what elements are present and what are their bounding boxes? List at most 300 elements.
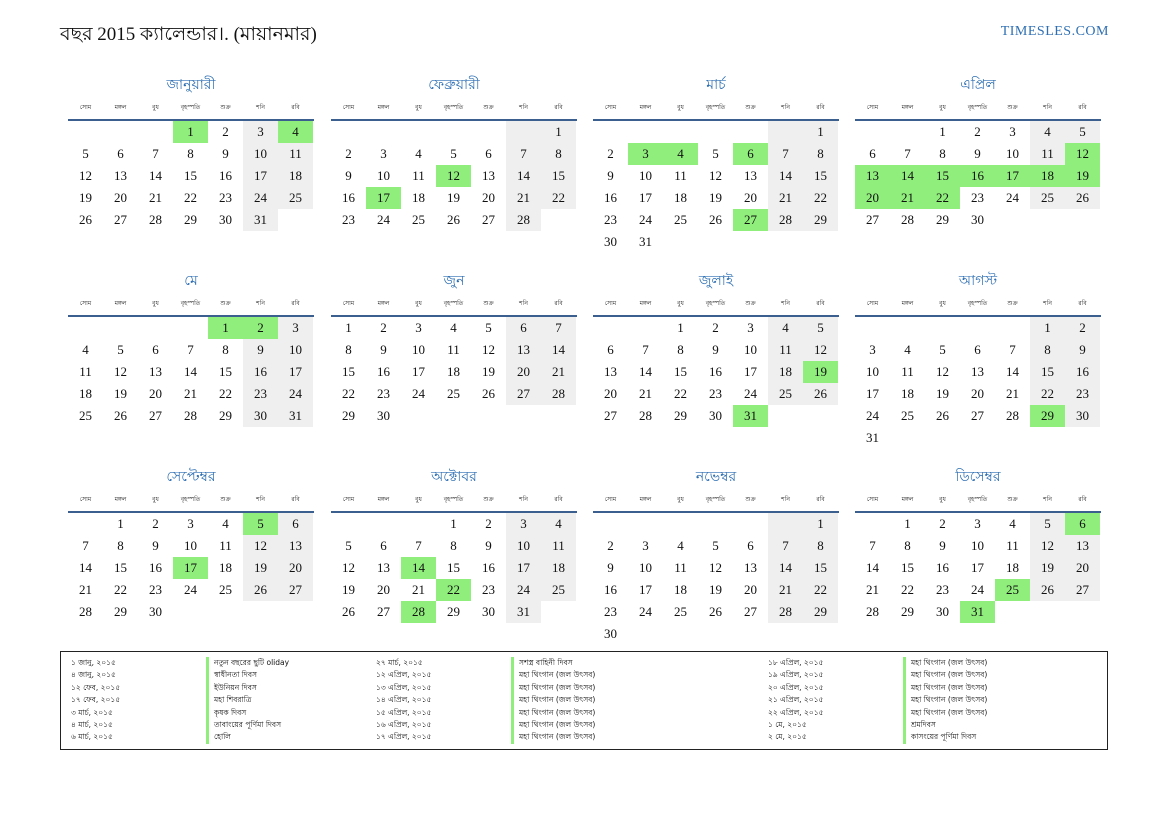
day-cell: 5 bbox=[243, 513, 278, 535]
weekday-label: মঙ্গল bbox=[114, 496, 127, 503]
day-cell: 30 bbox=[971, 212, 984, 227]
holiday-date: ১৭ এপ্রিল, ২০১৫ bbox=[376, 732, 432, 742]
weekday-label: রবি bbox=[1078, 104, 1087, 111]
empty-cell bbox=[401, 513, 436, 535]
day-cell: 18 bbox=[674, 582, 687, 597]
empty-cell bbox=[366, 121, 401, 143]
day-cell: 13 bbox=[971, 364, 984, 379]
day-cell: 13 bbox=[114, 168, 127, 183]
empty-cell bbox=[925, 427, 960, 449]
day-cell: 18 bbox=[1006, 560, 1019, 575]
day-cell: 19 bbox=[79, 190, 92, 205]
day-cell: 4 bbox=[450, 320, 457, 335]
day-cell: 14 bbox=[890, 165, 925, 187]
day-cell: 14 bbox=[506, 165, 541, 187]
day-cell: 5 bbox=[939, 342, 946, 357]
day-cell: 27 bbox=[482, 212, 495, 227]
day-cell: 1 bbox=[117, 516, 124, 531]
day-cell: 15 bbox=[901, 560, 914, 575]
day-cell: 5 bbox=[485, 320, 492, 335]
weekday-label: শুক্র bbox=[745, 300, 756, 307]
weekday-label: শুক্র bbox=[1007, 104, 1018, 111]
holiday-name: তাবাংয়ের পূর্ণিমা দিবস bbox=[206, 719, 534, 731]
month-calendar bbox=[593, 271, 839, 427]
weekday-label: সোম bbox=[342, 300, 355, 307]
day-cell: 2 bbox=[485, 516, 492, 531]
weekday-label: সোম bbox=[604, 104, 617, 111]
brand-link[interactable]: TIMESLES.COM bbox=[1000, 24, 1109, 39]
weekday-label: বুধ bbox=[677, 300, 684, 307]
day-cell: 21 bbox=[866, 582, 879, 597]
month-calendar bbox=[593, 75, 839, 253]
day-cell: 5 bbox=[450, 146, 457, 161]
day-cell: 3 bbox=[506, 513, 541, 535]
day-cell: 23 bbox=[482, 582, 495, 597]
holiday-name: মহা থিংগান (জল উৎসব) bbox=[511, 682, 839, 694]
day-cell: 9 bbox=[939, 538, 946, 553]
day-cell: 30 bbox=[1065, 405, 1100, 427]
empty-cell bbox=[471, 121, 506, 143]
day-cell: 31 bbox=[866, 430, 879, 445]
day-cell: 4 bbox=[768, 317, 803, 339]
day-cell: 2 bbox=[222, 124, 229, 139]
day-cell: 26 bbox=[114, 408, 127, 423]
day-cell: 13 bbox=[377, 560, 390, 575]
day-cell: 26 bbox=[447, 212, 460, 227]
holiday-name: মহা থিংগান (জল উৎসব) bbox=[903, 657, 1169, 669]
day-cell: 12 bbox=[79, 168, 92, 183]
holiday-row bbox=[758, 719, 1169, 731]
month-calendar bbox=[855, 467, 1101, 623]
day-cell: 17 bbox=[366, 187, 401, 209]
empty-cell bbox=[960, 427, 995, 449]
day-cell: 3 bbox=[1009, 124, 1016, 139]
month-calendar bbox=[855, 75, 1101, 231]
month-title: মার্চ bbox=[706, 77, 726, 93]
holiday-name: ইউনিয়ন দিবস bbox=[206, 682, 534, 694]
holiday-date: ২৭ মার্চ, ২০১৫ bbox=[376, 658, 423, 667]
empty-cell bbox=[593, 317, 628, 339]
day-cell: 7 bbox=[541, 317, 576, 339]
day-cell: 4 bbox=[222, 516, 229, 531]
holiday-name: মহা থিংগান (জল উৎসব) bbox=[903, 707, 1169, 719]
weekday-label: সোম bbox=[866, 496, 879, 503]
days-grid bbox=[593, 513, 839, 645]
weekday-label: শুক্র bbox=[220, 104, 231, 111]
day-cell: 12 bbox=[709, 560, 722, 575]
day-cell: 4 bbox=[663, 143, 698, 165]
day-cell: 12 bbox=[243, 535, 278, 557]
weekday-header bbox=[68, 295, 314, 317]
empty-cell bbox=[663, 623, 698, 645]
day-cell: 17 bbox=[744, 364, 757, 379]
day-cell: 20 bbox=[855, 187, 890, 209]
day-cell: 31 bbox=[639, 234, 652, 249]
day-cell: 28 bbox=[401, 601, 436, 623]
month-calendar bbox=[68, 271, 314, 427]
day-cell: 13 bbox=[482, 168, 495, 183]
day-cell: 8 bbox=[117, 538, 124, 553]
empty-cell bbox=[68, 317, 103, 339]
day-cell: 8 bbox=[803, 535, 838, 557]
days-grid bbox=[855, 317, 1101, 449]
day-cell: 30 bbox=[482, 604, 495, 619]
day-cell: 14 bbox=[639, 364, 652, 379]
day-cell: 2 bbox=[939, 516, 946, 531]
day-cell: 22 bbox=[803, 187, 838, 209]
day-cell: 5 bbox=[712, 538, 719, 553]
day-cell: 26 bbox=[342, 604, 355, 619]
day-cell: 10 bbox=[639, 168, 652, 183]
day-cell: 4 bbox=[82, 342, 89, 357]
day-cell: 11 bbox=[541, 535, 576, 557]
empty-cell bbox=[925, 317, 960, 339]
empty-cell bbox=[471, 405, 506, 427]
day-cell: 14 bbox=[184, 364, 197, 379]
day-cell: 21 bbox=[506, 187, 541, 209]
empty-cell bbox=[1065, 427, 1100, 449]
holiday-row bbox=[758, 657, 1169, 669]
day-cell: 22 bbox=[674, 386, 687, 401]
day-cell: 23 bbox=[243, 383, 278, 405]
weekday-label: বুধ bbox=[415, 104, 422, 111]
day-cell: 26 bbox=[709, 604, 722, 619]
weekday-label: রবি bbox=[554, 300, 563, 307]
day-cell: 25 bbox=[79, 408, 92, 423]
day-cell: 4 bbox=[677, 538, 684, 553]
weekday-label: রবি bbox=[1078, 300, 1087, 307]
day-cell: 18 bbox=[1030, 165, 1065, 187]
day-cell: 26 bbox=[1065, 187, 1100, 209]
weekday-label: সোম bbox=[604, 300, 617, 307]
day-cell: 20 bbox=[744, 582, 757, 597]
day-cell: 22 bbox=[219, 386, 232, 401]
day-cell: 16 bbox=[604, 190, 617, 205]
day-cell: 18 bbox=[412, 190, 425, 205]
day-cell: 26 bbox=[936, 408, 949, 423]
day-cell: 6 bbox=[117, 146, 124, 161]
day-cell: 31 bbox=[733, 405, 768, 427]
day-cell: 3 bbox=[278, 317, 313, 339]
weekday-label: মঙ্গল bbox=[901, 496, 914, 503]
day-cell: 23 bbox=[971, 190, 984, 205]
day-cell: 27 bbox=[278, 579, 313, 601]
day-cell: 14 bbox=[149, 168, 162, 183]
empty-cell bbox=[768, 513, 803, 535]
day-cell: 7 bbox=[1009, 342, 1016, 357]
day-cell: 6 bbox=[733, 143, 768, 165]
day-cell: 19 bbox=[803, 361, 838, 383]
day-cell: 30 bbox=[377, 408, 390, 423]
day-cell: 16 bbox=[960, 165, 995, 187]
holiday-date: ১৮ এপ্রিল, ২০১৫ bbox=[768, 658, 824, 667]
day-cell: 30 bbox=[936, 604, 949, 619]
days-grid bbox=[331, 317, 577, 427]
day-cell: 2 bbox=[380, 320, 387, 335]
day-cell: 19 bbox=[243, 557, 278, 579]
day-cell: 5 bbox=[82, 146, 89, 161]
day-cell: 16 bbox=[342, 190, 355, 205]
day-cell: 22 bbox=[114, 582, 127, 597]
day-cell: 2 bbox=[243, 317, 278, 339]
day-cell: 2 bbox=[607, 146, 614, 161]
empty-cell bbox=[278, 209, 313, 231]
day-cell: 25 bbox=[278, 187, 313, 209]
day-cell: 6 bbox=[152, 342, 159, 357]
month-title: অক্টোবর bbox=[431, 469, 477, 485]
weekday-label: শনি bbox=[1043, 300, 1052, 307]
day-cell: 21 bbox=[1006, 386, 1019, 401]
day-cell: 6 bbox=[974, 342, 981, 357]
day-cell: 29 bbox=[342, 408, 355, 423]
empty-cell bbox=[628, 121, 663, 143]
day-cell: 28 bbox=[639, 408, 652, 423]
day-cell: 15 bbox=[674, 364, 687, 379]
weekday-label: রবি bbox=[291, 300, 300, 307]
holiday-date: ১৪ এপ্রিল, ২০১৫ bbox=[376, 695, 432, 705]
day-cell: 30 bbox=[243, 405, 278, 427]
holiday-name: মহা থিংগান (জল উৎসব) bbox=[903, 669, 1169, 681]
empty-cell bbox=[768, 623, 803, 645]
day-cell: 9 bbox=[607, 560, 614, 575]
day-cell: 24 bbox=[412, 386, 425, 401]
empty-cell bbox=[628, 623, 663, 645]
weekday-label: রবি bbox=[291, 104, 300, 111]
day-cell: 6 bbox=[506, 317, 541, 339]
day-cell: 18 bbox=[901, 386, 914, 401]
weekday-label: শুক্র bbox=[483, 300, 494, 307]
day-cell: 14 bbox=[866, 560, 879, 575]
day-cell: 9 bbox=[712, 342, 719, 357]
empty-cell bbox=[103, 317, 138, 339]
day-cell: 25 bbox=[995, 579, 1030, 601]
weekday-label: রবি bbox=[816, 104, 825, 111]
weekday-label: শুক্র bbox=[745, 496, 756, 503]
empty-cell bbox=[890, 427, 925, 449]
day-cell: 23 bbox=[604, 604, 617, 619]
day-cell: 3 bbox=[974, 516, 981, 531]
weekday-label: বৃহস্পতি bbox=[705, 496, 726, 503]
day-cell: 23 bbox=[149, 582, 162, 597]
day-cell: 28 bbox=[1006, 408, 1019, 423]
day-cell: 29 bbox=[184, 212, 197, 227]
day-cell: 25 bbox=[674, 212, 687, 227]
day-cell: 15 bbox=[925, 165, 960, 187]
weekday-label: মঙ্গল bbox=[377, 104, 390, 111]
day-cell: 9 bbox=[152, 538, 159, 553]
day-cell: 28 bbox=[866, 604, 879, 619]
day-cell: 23 bbox=[936, 582, 949, 597]
day-cell: 16 bbox=[604, 582, 617, 597]
empty-cell bbox=[103, 121, 138, 143]
holiday-date: ১ জানু, ২০১৫ bbox=[71, 658, 116, 667]
holiday-date: ১ মে, ২০১৫ bbox=[768, 719, 807, 729]
day-cell: 27 bbox=[377, 604, 390, 619]
day-cell: 5 bbox=[803, 317, 838, 339]
day-cell: 26 bbox=[1030, 579, 1065, 601]
weekday-header bbox=[68, 99, 314, 121]
holiday-date: ৩ মার্চ, ২০১৫ bbox=[71, 707, 113, 717]
day-cell: 18 bbox=[447, 364, 460, 379]
day-cell: 25 bbox=[447, 386, 460, 401]
holiday-row bbox=[758, 682, 1169, 694]
day-cell: 21 bbox=[768, 579, 803, 601]
empty-cell bbox=[698, 623, 733, 645]
day-cell: 9 bbox=[485, 538, 492, 553]
day-cell: 27 bbox=[866, 212, 879, 227]
day-cell: 3 bbox=[243, 121, 278, 143]
weekday-label: শনি bbox=[519, 496, 528, 503]
day-cell: 7 bbox=[768, 535, 803, 557]
holiday-date: ১৯ এপ্রিল, ২০১৫ bbox=[768, 670, 824, 680]
empty-cell bbox=[698, 231, 733, 253]
day-cell: 19 bbox=[1030, 557, 1065, 579]
day-cell: 25 bbox=[412, 212, 425, 227]
empty-cell bbox=[768, 231, 803, 253]
empty-cell bbox=[331, 121, 366, 143]
day-cell: 30 bbox=[709, 408, 722, 423]
day-cell: 25 bbox=[674, 604, 687, 619]
empty-cell bbox=[698, 513, 733, 535]
day-cell: 29 bbox=[219, 408, 232, 423]
day-cell: 12 bbox=[342, 560, 355, 575]
day-cell: 24 bbox=[184, 582, 197, 597]
day-cell: 16 bbox=[377, 364, 390, 379]
day-cell: 20 bbox=[114, 190, 127, 205]
day-cell: 1 bbox=[173, 121, 208, 143]
holiday-date: ৪ মার্চ, ২০১৫ bbox=[71, 719, 113, 729]
empty-cell bbox=[173, 601, 208, 623]
day-cell: 19 bbox=[709, 190, 722, 205]
empty-cell bbox=[855, 317, 890, 339]
holiday-name: কাসংয়ের পূর্ণিমা দিবস bbox=[903, 731, 1169, 743]
day-cell: 1 bbox=[803, 513, 838, 535]
day-cell: 20 bbox=[744, 190, 757, 205]
day-cell: 18 bbox=[79, 386, 92, 401]
weekday-label: শুক্র bbox=[220, 496, 231, 503]
day-cell: 16 bbox=[709, 364, 722, 379]
day-cell: 7 bbox=[415, 538, 422, 553]
day-cell: 17 bbox=[412, 364, 425, 379]
day-cell: 13 bbox=[278, 535, 313, 557]
day-cell: 6 bbox=[607, 342, 614, 357]
day-cell: 17 bbox=[995, 165, 1030, 187]
weekday-label: শুক্র bbox=[745, 104, 756, 111]
day-cell: 1 bbox=[208, 317, 243, 339]
day-cell: 21 bbox=[890, 187, 925, 209]
day-cell: 11 bbox=[1006, 538, 1019, 553]
day-cell: 20 bbox=[604, 386, 617, 401]
day-cell: 23 bbox=[377, 386, 390, 401]
page-title: বছর 2015 ক্যালেন্ডার।. (মায়ানমার) bbox=[60, 24, 317, 45]
holiday-row bbox=[758, 731, 1169, 743]
day-cell: 25 bbox=[1030, 187, 1065, 209]
day-cell: 2 bbox=[712, 320, 719, 335]
day-cell: 3 bbox=[415, 320, 422, 335]
empty-cell bbox=[541, 601, 576, 623]
day-cell: 21 bbox=[412, 582, 425, 597]
day-cell: 8 bbox=[345, 342, 352, 357]
holiday-row bbox=[758, 707, 1169, 719]
day-cell: 29 bbox=[114, 604, 127, 619]
holiday-row bbox=[758, 694, 1169, 706]
day-cell: 24 bbox=[278, 383, 313, 405]
empty-cell bbox=[768, 121, 803, 143]
day-cell: 3 bbox=[642, 538, 649, 553]
weekday-label: শনি bbox=[781, 300, 790, 307]
day-cell: 30 bbox=[604, 626, 617, 641]
empty-cell bbox=[995, 427, 1030, 449]
empty-cell bbox=[995, 601, 1030, 623]
day-cell: 5 bbox=[1030, 513, 1065, 535]
weekday-label: শনি bbox=[1043, 104, 1052, 111]
weekday-label: রবি bbox=[554, 496, 563, 503]
day-cell: 15 bbox=[219, 364, 232, 379]
day-cell: 21 bbox=[184, 386, 197, 401]
empty-cell bbox=[698, 121, 733, 143]
day-cell: 1 bbox=[939, 124, 946, 139]
empty-cell bbox=[733, 231, 768, 253]
empty-cell bbox=[593, 513, 628, 535]
day-cell: 28 bbox=[149, 212, 162, 227]
day-cell: 20 bbox=[971, 386, 984, 401]
day-cell: 16 bbox=[936, 560, 949, 575]
weekday-label: মঙ্গল bbox=[377, 496, 390, 503]
day-cell: 27 bbox=[1065, 579, 1100, 601]
weekday-label: বৃহস্পতি bbox=[443, 300, 464, 307]
weekday-label: বৃহস্পতি bbox=[967, 496, 988, 503]
day-cell: 18 bbox=[674, 190, 687, 205]
empty-cell bbox=[138, 317, 173, 339]
weekday-label: সোম bbox=[866, 300, 879, 307]
empty-cell bbox=[1065, 601, 1100, 623]
day-cell: 4 bbox=[904, 342, 911, 357]
weekday-label: শুক্র bbox=[1007, 496, 1018, 503]
weekday-label: মঙ্গল bbox=[639, 104, 652, 111]
holiday-name: কৃষক দিবস bbox=[206, 707, 534, 719]
day-cell: 11 bbox=[901, 364, 914, 379]
month-title: ডিসেম্বর bbox=[955, 469, 1001, 485]
weekday-label: বৃহস্পতি bbox=[180, 104, 201, 111]
day-cell: 8 bbox=[222, 342, 229, 357]
day-cell: 11 bbox=[219, 538, 232, 553]
day-cell: 7 bbox=[768, 143, 803, 165]
day-cell: 29 bbox=[901, 604, 914, 619]
holiday-name: মহা থিংগান (জল উৎসব) bbox=[511, 669, 839, 681]
month-calendar bbox=[68, 467, 314, 623]
day-cell: 21 bbox=[149, 190, 162, 205]
days-grid bbox=[855, 513, 1101, 623]
empty-cell bbox=[331, 513, 366, 535]
weekday-label: বুধ bbox=[939, 104, 946, 111]
day-cell: 7 bbox=[869, 538, 876, 553]
day-cell: 19 bbox=[482, 364, 495, 379]
day-cell: 12 bbox=[1065, 143, 1100, 165]
day-cell: 5 bbox=[345, 538, 352, 553]
day-cell: 12 bbox=[114, 364, 127, 379]
day-cell: 6 bbox=[380, 538, 387, 553]
weekday-label: শুক্র bbox=[1007, 300, 1018, 307]
weekday-header bbox=[593, 491, 839, 513]
holiday-name: সশস্ত্র বাহিনী দিবস bbox=[511, 657, 839, 669]
day-cell: 6 bbox=[1065, 513, 1100, 535]
day-cell: 7 bbox=[904, 146, 911, 161]
day-cell: 1 bbox=[904, 516, 911, 531]
day-cell: 8 bbox=[677, 342, 684, 357]
weekday-label: মঙ্গল bbox=[114, 300, 127, 307]
day-cell: 2 bbox=[1065, 317, 1100, 339]
day-cell: 18 bbox=[278, 165, 313, 187]
